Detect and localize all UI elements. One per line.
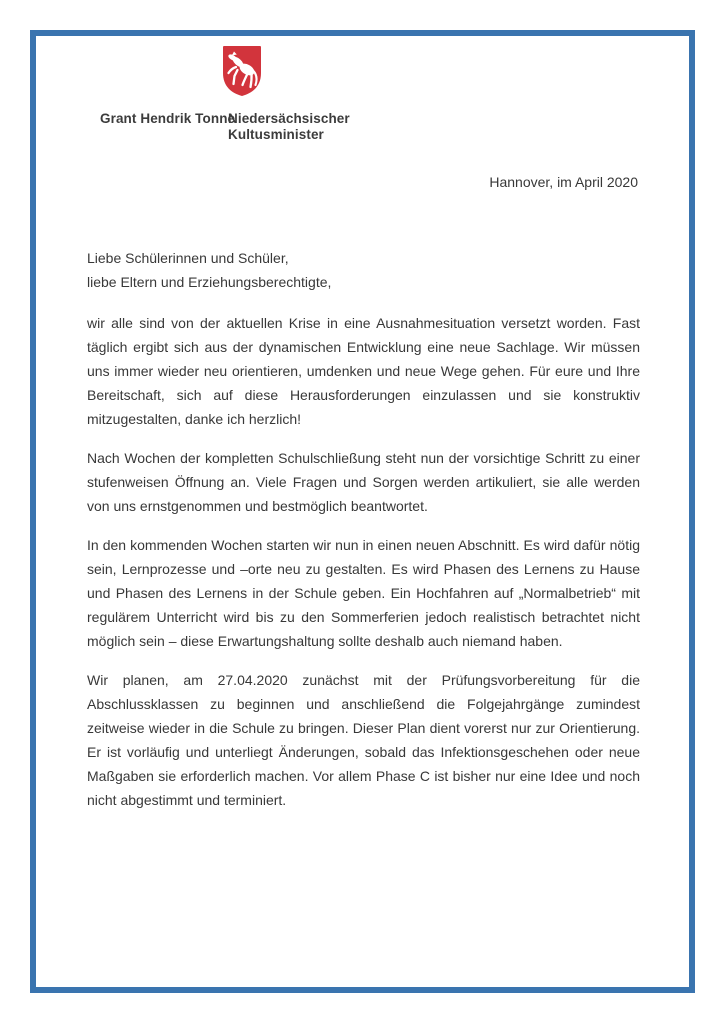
letter-paragraph-3: In den kommenden Wochen starten wir nun in einen neuen Abschnitt. Es wird dafür nötig sein, Lernprozesse und –orte neu zu gestalten. Es wird Phasen des Lernens zu Hause und Phasen des Lernens in der Schule geben. Ein Hochfahren auf „Normalbetrieb“ mit regulärem Unterricht wird bis zu den Sommerferien jedoch realistisch betrachtet nicht möglich sein – diese Erwartungshaltung sollte deshalb auch niemand haben. xyxy=(87,537,640,649)
salutation-line1: Liebe Schülerinnen und Schüler, xyxy=(87,250,289,266)
sender-title xyxy=(228,111,350,142)
salutation xyxy=(87,246,640,294)
letter-body xyxy=(87,246,640,827)
salutation-line2: liebe Eltern und Erziehungsberechtigte, xyxy=(87,274,332,290)
letter-paragraph-1: wir alle sind von der aktuellen Krise in eine Ausnahmesituation versetzt worden. Fast täglich ergibt sich aus der dynamischen Entwicklung eine neue Sachlage. Wir müssen uns immer wieder neu orientieren, umdenken und neue Wege gehen. Für eure und Ihre Bereitschaft, sich auf diese Herausforderungen einzulassen und sie konstruktiv mitzugestalten, danke ich herzlich! xyxy=(87,315,640,427)
lower-saxony-crest-icon xyxy=(222,45,262,97)
sender-title-line1: Niedersächsischer xyxy=(228,111,350,126)
letter-paragraph-4: Wir planen, am 27.04.2020 zunächst mit der Prüfungsvorbereitung für die Abschlussklassen zu beginnen und anschließend die Folgejahrgänge zumindest zeitweise wieder in die Schule zu bringen. Dieser Plan dient vorerst nur zur Orientierung. Er ist vorläufig und unterliegt Änderungen, sobald das Infektionsgeschehen oder neue Maßgaben sie erforderlich machen. Vor allem Phase C ist bisher nur eine Idee und noch nicht abgestimmt und terminiert. xyxy=(87,672,640,808)
dateline: Hannover, im April 2020 xyxy=(489,174,638,190)
letter-paragraph-2: Nach Wochen der kompletten Schulschließung steht nun der vorsichtige Schritt zu einer stufenweisen Öffnung an. Viele Fragen und Sorgen werden artikuliert, sie alle werden von uns ernstgenommen und bestmöglich beantwortet. xyxy=(87,450,640,514)
sender-title-line2: Kultusminister xyxy=(228,126,324,142)
sender-name: Grant Hendrik Tonne xyxy=(100,111,236,126)
